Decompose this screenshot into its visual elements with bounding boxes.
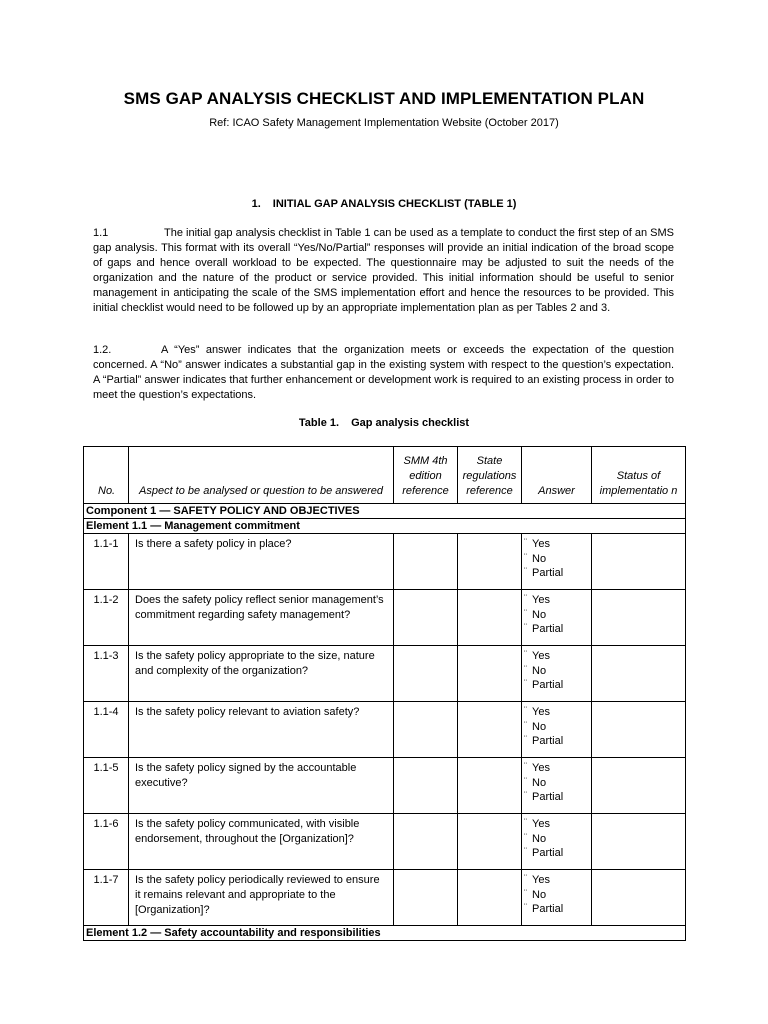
paragraph-text: A “Yes” answer indicates that the organization meets or exceeds the expectation of the question concerned. A “No” answer indicates a substantial gap in the existing system with respect to the question’s expectation. A “Partial” answer indicates that further enhancement or development work is required to an existing process in order to meet the question’s expectations. xyxy=(93,344,674,401)
question-text: Is there a safety policy in place? xyxy=(129,534,394,590)
answer-option-label: Partial xyxy=(532,623,564,635)
answer-option-partial[interactable] xyxy=(524,790,591,805)
component-label: Component 1 — SAFETY POLICY AND OBJECTIVES xyxy=(84,504,686,519)
question-number: 1.1-4 xyxy=(84,702,129,758)
state-reference-cell[interactable] xyxy=(458,702,522,758)
answer-option-label: No xyxy=(532,888,547,901)
answer-option-label: Yes xyxy=(532,594,550,606)
answer-option-partial[interactable] xyxy=(524,734,591,749)
state-reference-cell[interactable] xyxy=(458,814,522,870)
answer-option-label: No xyxy=(532,776,547,789)
question-number: 1.1-1 xyxy=(84,534,129,590)
state-reference-cell[interactable] xyxy=(458,534,522,590)
document-reference: Ref: ICAO Safety Management Implementation Website (October 2017) xyxy=(209,117,559,129)
paragraph-1-1 xyxy=(93,226,674,316)
answer-cell xyxy=(522,646,592,702)
checkbox-icon[interactable]: ¨ xyxy=(524,622,527,632)
answer-option-yes[interactable] xyxy=(524,761,591,776)
checkbox-icon[interactable]: ¨ xyxy=(524,551,527,562)
checkbox-icon[interactable]: ¨ xyxy=(524,775,527,786)
status-cell[interactable] xyxy=(592,758,686,814)
table-caption xyxy=(0,417,768,429)
answer-option-label: Yes xyxy=(532,762,550,774)
element-label: Element 1.2 — Safety accountability and responsibilities xyxy=(84,926,686,941)
answer-option-label: Partial xyxy=(532,791,564,803)
answer-option-label: No xyxy=(532,608,547,621)
question-number: 1.1-7 xyxy=(84,870,129,926)
paragraph-number: 1.2. xyxy=(93,344,112,356)
answer-option-partial[interactable] xyxy=(524,622,591,637)
answer-option-label: Partial xyxy=(532,903,564,915)
component-row xyxy=(84,504,686,519)
header-state-reference: State regulations reference xyxy=(458,447,522,504)
checkbox-icon[interactable]: ¨ xyxy=(524,678,527,688)
answer-option-label: No xyxy=(532,832,547,845)
checkbox-icon[interactable]: ¨ xyxy=(524,593,527,603)
answer-option-label: Partial xyxy=(532,847,564,859)
smm-reference-cell[interactable] xyxy=(394,814,458,870)
status-cell[interactable] xyxy=(592,702,686,758)
checkbox-icon[interactable]: ¨ xyxy=(524,902,527,912)
element-row xyxy=(84,519,686,534)
checkbox-icon[interactable]: ¨ xyxy=(524,705,527,715)
answer-cell xyxy=(522,870,592,926)
table-row xyxy=(84,534,686,590)
header-smm-reference: SMM 4th edition reference xyxy=(394,447,458,504)
answer-option-label: Yes xyxy=(532,538,550,550)
answer-option-yes[interactable] xyxy=(524,537,591,552)
table-row xyxy=(84,702,686,758)
state-reference-cell[interactable] xyxy=(458,646,522,702)
table-header-row xyxy=(84,447,686,504)
checkbox-icon[interactable]: ¨ xyxy=(524,761,527,771)
answer-option-no[interactable] xyxy=(524,552,591,567)
question-number: 1.1-3 xyxy=(84,646,129,702)
table-row xyxy=(84,646,686,702)
answer-cell xyxy=(522,702,592,758)
state-reference-cell[interactable] xyxy=(458,758,522,814)
answer-option-yes[interactable] xyxy=(524,817,591,832)
header-answer: Answer xyxy=(522,447,592,504)
checkbox-icon[interactable]: ¨ xyxy=(524,719,527,730)
checkbox-icon[interactable]: ¨ xyxy=(524,607,527,618)
checkbox-icon[interactable]: ¨ xyxy=(524,831,527,842)
answer-option-label: Partial xyxy=(532,567,564,579)
question-text: Is the safety policy signed by the accountable executive? xyxy=(129,758,394,814)
answer-option-label: Yes xyxy=(532,650,550,662)
checkbox-icon[interactable]: ¨ xyxy=(524,649,527,659)
answer-option-yes[interactable] xyxy=(524,873,591,888)
answer-cell xyxy=(522,590,592,646)
document-title: SMS GAP ANALYSIS CHECKLIST AND IMPLEMENTATION PLAN xyxy=(123,89,645,108)
element-row xyxy=(84,926,686,941)
answer-option-yes[interactable] xyxy=(524,649,591,664)
paragraph-text: The initial gap analysis checklist in Table 1 can be used as a template to conduct the first step of an SMS gap analysis. This format with its overall “Yes/No/Partial” responses will provide an initial indication of the broad scope of gaps and hence overall workload to be expected. The questionnaire may be adjusted to suit the needs of the organization and the nature of the product or service provided. This initial information should be useful to senior management in anticipating the scale of the SMS implementation effort and hence the resources to be provided. This initial checklist would need to be followed up by an appropriate implementation plan as per Tables 2 and 3. xyxy=(93,227,674,314)
question-text: Is the safety policy relevant to aviation safety? xyxy=(129,702,394,758)
status-cell[interactable] xyxy=(592,814,686,870)
table-row xyxy=(84,758,686,814)
question-number: 1.1-5 xyxy=(84,758,129,814)
smm-reference-cell[interactable] xyxy=(394,646,458,702)
smm-reference-cell[interactable] xyxy=(394,758,458,814)
answer-option-label: Yes xyxy=(532,818,550,830)
paragraph-1-2 xyxy=(93,343,674,403)
header-no: No. xyxy=(84,447,129,504)
answer-cell xyxy=(522,758,592,814)
smm-reference-cell[interactable] xyxy=(394,870,458,926)
checkbox-icon[interactable]: ¨ xyxy=(524,537,527,547)
section-heading xyxy=(0,198,768,210)
checkbox-icon[interactable]: ¨ xyxy=(524,734,527,744)
smm-reference-cell[interactable] xyxy=(394,590,458,646)
answer-cell xyxy=(522,814,592,870)
answer-option-no[interactable] xyxy=(524,720,591,735)
table-row xyxy=(84,590,686,646)
checkbox-icon[interactable]: ¨ xyxy=(524,566,527,576)
table-row xyxy=(84,870,686,926)
question-number: 1.1-6 xyxy=(84,814,129,870)
gap-analysis-table xyxy=(83,446,686,941)
checkbox-icon[interactable]: ¨ xyxy=(524,873,527,883)
checkbox-icon[interactable]: ¨ xyxy=(524,790,527,800)
answer-option-yes[interactable] xyxy=(524,705,591,720)
header-aspect: Aspect to be analysed or question to be answered xyxy=(129,447,394,504)
element-label: Element 1.1 — Management commitment xyxy=(84,519,686,534)
answer-option-no[interactable] xyxy=(524,664,591,679)
answer-option-label: No xyxy=(532,552,547,565)
answer-option-no[interactable] xyxy=(524,888,591,903)
answer-option-partial[interactable] xyxy=(524,846,591,861)
checkbox-icon[interactable]: ¨ xyxy=(524,817,527,827)
question-number: 1.1-2 xyxy=(84,590,129,646)
table-caption-title: Gap analysis checklist xyxy=(351,417,470,429)
answer-option-label: Partial xyxy=(532,735,564,747)
answer-option-label: Yes xyxy=(532,706,550,718)
smm-reference-cell[interactable] xyxy=(394,534,458,590)
section-title: INITIAL GAP ANALYSIS CHECKLIST (TABLE 1) xyxy=(272,198,517,210)
question-text: Is the safety policy communicated, with visible endorsement, throughout the [Organization]? xyxy=(129,814,394,870)
answer-option-label: Yes xyxy=(532,874,550,886)
paragraph-number: 1.1 xyxy=(93,227,109,239)
smm-reference-cell[interactable] xyxy=(394,702,458,758)
answer-cell xyxy=(522,534,592,590)
status-cell[interactable] xyxy=(592,870,686,926)
answer-option-no[interactable] xyxy=(524,776,591,791)
state-reference-cell[interactable] xyxy=(458,590,522,646)
checkbox-icon[interactable]: ¨ xyxy=(524,663,527,674)
question-text: Is the safety policy appropriate to the size, nature and complexity of the organization? xyxy=(129,646,394,702)
checkbox-icon[interactable]: ¨ xyxy=(524,887,527,898)
answer-option-partial[interactable] xyxy=(524,678,591,693)
answer-option-partial[interactable] xyxy=(524,566,591,581)
answer-option-label: Partial xyxy=(532,679,564,691)
answer-option-label: No xyxy=(532,664,547,677)
answer-option-label: No xyxy=(532,720,547,733)
answer-option-partial[interactable] xyxy=(524,902,591,917)
status-cell[interactable] xyxy=(592,646,686,702)
header-status: Status of implementatio n xyxy=(592,447,686,504)
answer-option-no[interactable] xyxy=(524,608,591,623)
question-text: Is the safety policy periodically reviewed to ensure it remains relevant and appropriate to the [Organization]? xyxy=(129,870,394,926)
table-caption-number: Table 1. xyxy=(298,417,340,429)
answer-option-no[interactable] xyxy=(524,832,591,847)
status-cell[interactable] xyxy=(592,590,686,646)
answer-option-yes[interactable] xyxy=(524,593,591,608)
checkbox-icon[interactable]: ¨ xyxy=(524,846,527,856)
table-row xyxy=(84,814,686,870)
section-number: 1. xyxy=(251,198,261,210)
status-cell[interactable] xyxy=(592,534,686,590)
question-text: Does the safety policy reflect senior management’s commitment regarding safety management? xyxy=(129,590,394,646)
state-reference-cell[interactable] xyxy=(458,870,522,926)
